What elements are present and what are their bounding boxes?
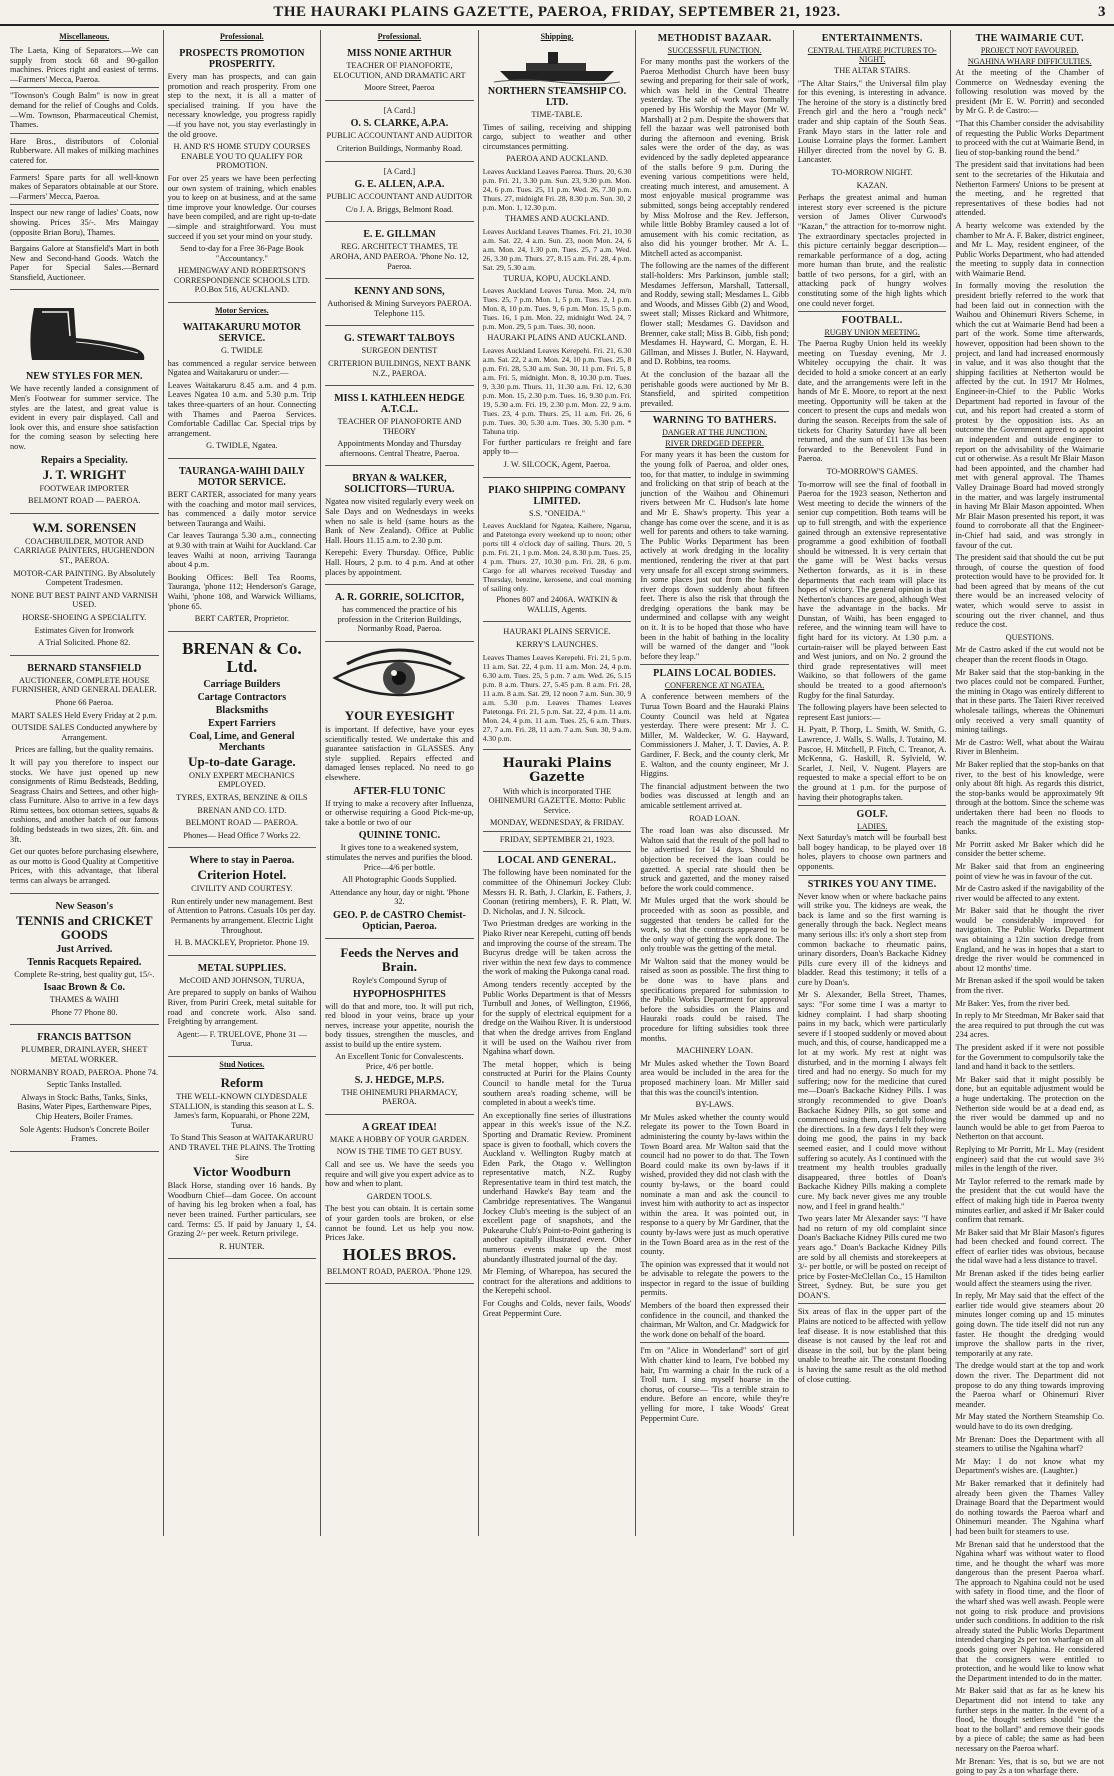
gillman-card	[325, 225, 474, 279]
sorensen-sub: COACHBUILDER, MOTOR AND CARRIAGE PAINTERS, HUGHENDON ST., PAEROA.	[14, 536, 155, 565]
column-6	[794, 30, 952, 1536]
altar-heading: THE ALTAR STAIRS.	[834, 66, 911, 75]
estimates-line: Estimates Given for Ironwork	[34, 625, 134, 635]
cut-para: Mr Baker said that it might possibly be done, but an equitable adjustment would be a huge undertaking. The protection on the Netherton side would be at a dead end, as the river would be dammed up and no launch would be able to get from Paeroa to Netherton on that account.	[955, 1074, 1105, 1142]
stud-ads	[168, 1072, 317, 1259]
football-heading: FOOTBALL.	[841, 315, 903, 327]
boots-text: We have recently landed a consignment of Men's Footwear for summer service. The styles are the latest, and great value is evident in every pair displayed. Call and look over this, and ensure shoe satisfaction for the coming season by selecting here now.	[10, 384, 159, 452]
cut-para: Mr de Castro asked if the navigability of the river would be affected to any extent.	[955, 884, 1105, 903]
column-2	[164, 30, 322, 1536]
cut-para: Mr Brenan asked if the tides being earlier would affect the steamers using the river.	[955, 1269, 1105, 1288]
cut-para: Mr Baker said that from an engineering point of view he was in favour of the cut.	[955, 861, 1105, 881]
hedge-addr: Appointments Monday and Thursday afternoons. Central Theatre, Paeroa.	[337, 439, 462, 458]
brenan-item: Expert Farriers	[208, 717, 276, 729]
mart-sales: MART SALES Held Every Friday at 2 p.m.	[11, 710, 158, 720]
talboys-name: G. STEWART TALBOYS	[344, 333, 455, 345]
kenny-text: Authorised & Mining Surveyors PAEROA. Telephone 115.	[327, 299, 472, 318]
hedge-card	[325, 389, 474, 466]
column-1	[6, 30, 164, 1536]
local-para: The metal hopper, which is being constructed at Puriri for the Plains County Council to handle metal for the Turua southern area's roading scheme, will be completed in about a week's time.	[482, 1059, 632, 1108]
mccoid-name: McCOID AND JOHNSON, TURUA,	[179, 975, 305, 985]
golf-text: Next Saturday's match will be fourball best ball bogey handicap, to be played over 18 holes, players to choose own partners and opponents.	[797, 833, 947, 871]
gazette-days: MONDAY, WEDNESDAY, & FRIDAY.	[490, 818, 625, 828]
warning-subheading: DANGER AT THE JUNCTION.	[662, 428, 768, 438]
cut-heading: THE WAIMARIE CUT.	[975, 33, 1084, 44]
ladies-subheading: LADIES.	[856, 822, 888, 832]
column-3	[321, 30, 479, 1536]
battson-name: FRANCIS BATTSON	[37, 1032, 132, 1044]
cut-para: Mr Brenan: Yes, that is so, but we are not going to pay 2s a ton wharfage there.	[955, 1756, 1105, 1776]
battson-ad	[10, 1028, 159, 1151]
cut-para: Replying to Mr Porritt, Mr L. May (resident engineer) said that the cut would save 3½ miles in the length of the river.	[955, 1144, 1105, 1174]
timetable-text: Times of sailing, receiving and shipping cargo, subject to weather and other circumstances permitting.	[482, 122, 632, 151]
kerry-ad	[483, 625, 632, 749]
hypo-text: will do that and more, too. It will put rich, red blood in your veins, brace up your nerves, increase your appetite, nourish the body tissues, strengthen the muscles, and assist to build up the entire system.	[325, 1001, 474, 1049]
section-heading: Stud Notices.	[219, 1060, 265, 1069]
steamship-icon	[492, 49, 622, 83]
nonebut-line: NONE BUT BEST PAINT AND VARNISH USED.	[10, 590, 158, 610]
gazette-name: Hauraki Plains Gazette	[502, 755, 612, 785]
section-heading: Professional.	[220, 32, 264, 41]
cut-para: In reply to Mr Steedman, Mr Baker said that the area required to put through the cut was 234 acres.	[955, 1011, 1105, 1040]
clarke-card	[325, 104, 474, 162]
central-subheading: CENTRAL THEATRE PICTURES TO-NIGHT.	[807, 46, 937, 64]
twidle-name: G. TWIDLE	[220, 346, 263, 356]
local-para: An exceptionally fine series of illustrations appear in this week's issue of the N.Z. Sporting and Dramatic Review. Prominent space is given to football, which covers the Auckland v. Wellington Rugby match at Eden Park, the Otago v. Wellington representative match, N.Z. Rugby Representative team in third test match, the underhand Hawke's Bay team and the Cambridge representatives. The Wanganui Jockey Club's meeting is the subject of an excellent page of snapshots, and the Pukearuhe Club's Point-to-Point gathering is another capitally illustrated event. Other numerous events make up the most abundantly illustrated journal of the day.	[482, 1110, 632, 1264]
gazette-text: With which is incorporated THE OHINEMURI GAZETTE. Motto: Public Service.	[488, 786, 626, 815]
talboys-addr: CRITERION BUILDINGS, NEXT BANK N.Z., PAEROA.	[328, 358, 471, 378]
bazaar-subheading: SUCCESSFUL FUNCTION.	[667, 46, 762, 55]
bazaar-heading: METHODIST BAZAAR.	[657, 33, 772, 44]
ad-text: Inspect our new range of ladies' Coats, now showing. Prices 35/-. Mrs Maingay (opposite Brian Boru), Thames.	[10, 208, 159, 237]
cut-para: A hearty welcome was extended by the chamber to Mr A. F. Baker, district engineer, and Mr L. May, resident engineer, of the Public Works Department, who had attended the meeting to supply data in connection with Waimarie Bend.	[955, 220, 1105, 278]
kazan-heading: KAZAN.	[856, 180, 888, 190]
home-study-text: For over 25 years we have been perfecting our own system of training, which enables you to keep on at business, and at the same time improve your knowledge. Our courses have been compiled, and are right up-to-date—simple and straightforward. You must succeed if you set your mind on your study.	[167, 173, 317, 241]
allen-addr: C/o J. A. Briggs, Belmont Road.	[345, 204, 454, 214]
local-para: Mr Fleming, of Wharepoa, has secured the contract for the alterations and additions to the Kerepehi school.	[482, 1267, 632, 1296]
booking-text: Booking Offices: Bell Tea Rooms, Tauranga, 'phone 112; Henderson's Garage, Waihi, 'phone 108, and Warwick Williams, 'phone 65.	[167, 572, 317, 611]
woodburn-name: Victor Woodburn	[193, 1164, 291, 1180]
expert-line: ONLY EXPERT MECHANICS EMPLOYED.	[189, 770, 295, 790]
clarke-text: PUBLIC ACCOUNTANT AND AUDITOR	[326, 131, 473, 141]
reform-heading: Reform	[220, 1075, 264, 1090]
stansfield-ad	[10, 659, 159, 894]
tauranga-ad	[168, 462, 317, 632]
royle-line: Royle's Compound Syrup of	[352, 975, 447, 985]
gillman-text: REG. ARCHITECT THAMES, TE AROHA, AND PAEROA. 'Phone No. 12, Paeroa.	[330, 242, 469, 271]
kazan-text: Perhaps the greatest animal and human interest story ever screened is the picture version of James Oliver Curwood's "Kazan," the attraction for to-morrow night. The extraordinary spectacles projected in this picture certainly beggar description—remarkable performance of a dog, acting more human than brute, and the realistic battle of two persons, for a girl, with an attacking pack of hungry wolves constituting some of the high lights which one could never forget.	[797, 193, 947, 308]
cut-para: Mr de Castro: Well, what about the Wairau River in Blenheim.	[955, 737, 1105, 757]
tennis-line-3: Just Arrived.	[56, 943, 113, 955]
prospects-heading: PROSPECTS PROMOTION PROSPERITY.	[179, 48, 305, 70]
misc-ads	[10, 44, 159, 290]
tennis-line-1: New Season's	[55, 900, 114, 912]
holes-addr: BELMONT ROAD, PAEROA. 'Phone 129.	[326, 1266, 472, 1276]
where-heading: Where to stay in Paeroa.	[189, 855, 295, 867]
local-para: Among tenders recently accepted by the Public Works Department is that of Messrs Turnbull and Jones, of Wellington, £1966, for the supply of electrical equipment for a dredge on the Waihou River. It is understood that when the dredge arrives from England it will be used on the Waihou river from Ngahina wharf down.	[482, 980, 632, 1057]
brenan-item: Cartage Contractors	[197, 691, 287, 703]
plains-para: The opinion was expressed that it would not be advisable to relegate the powers to the inspector in regard to the issue of building permits.	[640, 1259, 789, 1298]
sorensen-name: W.M. SORENSEN	[32, 519, 137, 535]
altar-text: "The Altar Stairs," the Universal film play for this evening, is interesting in advance. The heroine of the story is a distinctly bred French girl and the hero a "rough neck" trader and ship captain of the South Seas. Frank Mayo stars in the latter role and Louise Lorraine plays the former. Lambert Hillyer directed from the novel by G. B. Lancaster.	[797, 78, 947, 165]
brenan-co: BRENAN AND CO. LTD.	[197, 805, 287, 815]
section-heading: Motor Services.	[215, 306, 269, 316]
clarke-name: O. S. CLARKE, A.P.A.	[350, 118, 449, 130]
kerry-times: Leaves Thames Leaves Kerepehi. Fri. 21, 5 p.m. 11 a.m. Sat. 22, 4 p.m. 11 a.m. Mon. 24, 4 p.m. 6.30 a.m. Tues. 25, 5 p.m. 7 a.m. Wed. 26, 5.15 p.m. 8 a.m. Thurs. 27, 5.45 p.m. 8 a.m. Fri. 28, 11 a.m. 8 a.m. Sat. 29, 12 noon 7 a.m. Sun. 30, 9 a.m. 5.30 p.m. Leaves Thames Leaves Patetonga. Fri. 21, 5 p.m. Sat. 22, 4 p.m. 11 a.m. Mon. 24, 4 p.m. 11 a.m. Tues. 25, 6 a.m. Thurs. 27, 7 a.m. Fri. 28, 11 a.m. 7 a.m. Sun. 30, 9 a.m. 4.30 p.m.	[482, 652, 632, 743]
cut-para: Mr Baker said that he thought the river would be considerably improved for navigation. The Public Works Department was obtaining a 12in suction dredge from England, and he was in hopes that a start to dredge the river would be commenced in about 12 months' time.	[955, 906, 1105, 973]
ad-text: The Laeta, King of Separators.—We can supply from stock 68 and 90-gallon machines. Prices right and easiest of terms.—Farmers' Mecca, Paeroa.	[10, 46, 159, 84]
piako-heading: PIAKO SHIPPING COMPANY LIMITED.	[488, 484, 626, 507]
paeroa-auck-times: Leaves Auckland Leaves Paeroa. Thurs. 20, 6.30 p.m. Fri. 21, 3.30 p.m. Sun. 23, 9.30 p.m. Mon. 24, 6 p.m. Tues. 25, 11 p.m. Wed. 26, 7.30 p.m. Thurs. 27, midnight Fri. 28, 8.30 p.m. Sun. 30, 2 p.m. Mon. 1, 12.30 p.m.	[482, 166, 632, 212]
send-line: Send to-day for a Free 36-Page Book "Accountancy."	[180, 244, 304, 263]
prices-line: Prices are falling, but the quality remains.	[14, 745, 154, 755]
criterion-text: Run entirely under new management. Best of Attention to Patrons. Casuals 10s per day. Permanents by arrangement. Electric Light Throughout.	[168, 896, 316, 935]
gazette-masthead	[483, 753, 632, 853]
hypo-heading: HYPOPHOSPHITES	[353, 988, 446, 1000]
column-7	[951, 30, 1108, 1776]
oneida-line: S.S. "ONEIDA."	[528, 508, 586, 518]
brenan-name: BRENAN & Co. Ltd.	[182, 638, 302, 676]
alexander-text-2: Two years later Mr Alexander says: "I have had no return of my old complaint since Doan's Backache Kidney Pills cured me two years ago." Doan's Backache Kidney Pills are sold by all chemists and storekeepers at 3/- per bottle, or will be posted on receipt of price by Foster-McClellan Co., 15 Hamilton Street, Sydney. But, be sure you get DOAN'S.	[797, 1214, 947, 1300]
carter-times: Car leaves Tauranga 5.30 a.m., connecting at 9.30 with train at Waihi for Auckland. Car leaves Waihi at noon, arriving Tauranga about 4 p.m.	[167, 531, 317, 570]
turua-kopu-times: Leaves Auckland Leaves Turua. Mon. 24, m/n Tues. 25, 7 p.m. Mon. 1, 5 p.m. Tues. 2, 1 p.m. Mon. 8, 10 p.m. Tues. 9, 6 p.m. Mon. 15, 5 p.m. Tues. 16, 1 p.m. Mon. 22, midnight Wed. 24, 7 p.m. Mon. 29, 5 p.m. Tues. 30, noon.	[482, 286, 632, 332]
dredge-subheading: RIVER DREDGED DEEPER.	[665, 439, 764, 449]
decastro-name: GEO. P. de CASTRO Chemist-Optician, Paeroa.	[332, 909, 466, 932]
twidle-sign: G. TWIDLE, Ngatea.	[206, 441, 278, 451]
bryan-card	[325, 469, 474, 585]
cut-para: At the meeting of the Chamber of Commerce on Wednesday evening the following resolution was moved by the president (Mr E. W. Porritt) and seconded by Mr G. P. de Castro:—	[955, 68, 1105, 116]
plains-para: The financial adjustment between the two bodies was discussed at length and an amicable settlement arrived at.	[640, 781, 789, 810]
piako-text: Leaves Auckland for Ngatea, Kaihere, Ngarua, and Patetonga every weekend up to noon; other ports till 4 o'clock day of sailing. Thurs. 20, 5 p.m. Fri. 21, 1 p.m. Mon. 24, 8.30 p.m. Tues. 25, 4 p.m. Thurs. 27, 10.30 p.m. Fri. 28, 6 p.m. Cargo for all wharves received Tuesday and Thursday, benzine, kerosene, and coal morning of sailing only.	[482, 521, 632, 594]
cut-para: Mr Baker replied that the stop-banks on that river, to the best of his knowledge, were only about 8ft high. As regards this district, the stop-banks would be approximately 9ft through at the bottom. Since the scheme was undertaken there had been no floods to reach the magnitude of the existing stop-banks.	[955, 759, 1105, 837]
photo-line: All Photographic Goods Supplied.	[342, 875, 457, 885]
arthur-text: TEACHER OF PIANOFORTE, ELOCUTION, AND DRAMATIC ART	[333, 61, 466, 80]
cut-para: Mr Porritt asked Mr Baker which did he consider the better scheme.	[955, 839, 1105, 859]
local-para: The following have been nominated for the committee of the Ohinemuri Jockey Club: Messrs H. R. Bath, J. Clarkin, E. Fathers, J. Coonan (retiring members), F. R. Platt, W. D. Nicholas, and J. N. Silcock.	[482, 868, 632, 916]
septic-line: Septic Tanks Installed.	[46, 1080, 122, 1090]
silcock-line: J. W. SILCOCK, Agent, Paeroa.	[503, 459, 611, 469]
cut-para: Mr May: I do not know what my Department's wishes are. (Laughter.)	[955, 1456, 1105, 1476]
wright-sub: FOOTWEAR IMPORTER	[39, 483, 130, 493]
carter-sign: BERT CARTER, Proprietor.	[194, 614, 289, 624]
paeroa-auck-heading: PAEROA AND AUCKLAND.	[506, 154, 608, 164]
masthead	[0, 0, 1114, 26]
carter-text: BERT CARTER, associated for many years with the coaching and motor mail services, has commenced a daily motor service between Tauranga and Waihi.	[167, 490, 317, 528]
tyres-line: TYRES, EXTRAS, BENZINE & OILS	[176, 792, 308, 802]
hemingway-ad	[168, 44, 317, 303]
eyesight-text: is important. If defective, have your eyes scientifically tested. We undertake this and guarantee satisfaction in GLASSES. Any style supplied. Repairs effected and damaged lenses replaced. No need to go elsewhere.	[325, 725, 474, 782]
stansfield-phone: Phone 66 Paeroa.	[55, 697, 114, 707]
thames-auck-heading: THAMES AND AUCKLAND.	[505, 213, 609, 223]
cut-para: The president said that invitations had been sent to the secretaries of the Hikutaia and Netherton Farmers' Unions to be present at the meeting, and he regretted that representatives of these bodies had not attended.	[955, 160, 1105, 218]
trial-line: A Trial Solicited. Phone 82.	[38, 638, 131, 648]
stansfield-name: BERNARD STANSFIELD	[27, 662, 142, 674]
cut-para: "That this Chamber consider the advisability of requesting the Public Works Department to proceed with the cut at Waimarie Bend, in lieu of stop-banking round the bend."	[955, 118, 1105, 157]
tomorrow-heading: TO-MORROW NIGHT.	[831, 167, 913, 177]
home-study-heading: H. AND R'S HOME STUDY COURSES ENABLE YOU TO QUALIFY FOR PROMOTION.	[173, 142, 311, 171]
repairs-line: Repairs a Speciality.	[40, 454, 128, 466]
quinine-heading: QUININE TONIC.	[358, 830, 441, 842]
local-para: Two Priestman dredges are working in the Piako River near Kerepehi, cutting off bends and improving the course of the stream. The Bucyrus dredge will be taken across the river within the next few days to commence the work of making the Pukonga canal road.	[482, 919, 632, 977]
brenan-phones: Phones— Head Office 7 Works 22.	[183, 830, 301, 840]
cut-para: Mr Baker said that as far as he knew his Department did not intend to take any further steps in the matter. In the event of a flood, he thought settlers should "tie the boat to the bollard" and remove their goods by a piece of cable; the same as had been necessary on the Paeroa wharf.	[955, 1686, 1105, 1753]
mackley-line: H. B. MACKLEY, Proprietor. Phone 19.	[174, 938, 310, 948]
hedge-mps: S. J. HEDGE, M.P.S.	[354, 1074, 445, 1086]
gorrie-card	[325, 588, 474, 642]
cut-subheading-2: NGAHINA WHARF DIFFICULTIES.	[967, 57, 1092, 66]
talboys-text: SURGEON DENTIST	[361, 346, 438, 356]
cut-para: Mr Baker said that Mr Blair Mason's figures had been checked and found correct. The effect of earlier tides was obvious, because the tidal wave had a less distance to travel.	[955, 1227, 1105, 1266]
cut-subhead: QUESTIONS.	[1005, 632, 1054, 642]
bazaar-para: For many months past the workers of the Paeroa Methodist Church have been busy sewing and preparing for their sale of work, which was held in the Central Theatre yesterday. The sale of work was formally opened by His Worship the Mayor (Mr W. Marshall) at 2 p.m. Despite the showers that fell the bazaar was well patronised both during the afternoon and evening. Brisk sales were the order of the day, as was evidenced by the sadly depleted appearance of the stalls before 9 p.m. During the evening various competitions were held, creating much interest, and amusement. A most enjoyable musical programme was submitted, songs being acceptably rendered by Miss Molrose and the Rev. Jefferson, while little Bobby Bramley caused a lot of amusement with his comic recitation, as also did his younger brother. Mr A. L. Mitchell acted as accompanist.	[640, 57, 789, 258]
brenan-addr: BELMONT ROAD — PAEROA.	[185, 818, 299, 828]
kenny-name: KENNY AND SONS,	[354, 286, 445, 298]
tools-heading: GARDEN TOOLS.	[366, 1191, 433, 1201]
cut-para: The president asked if it were not possible for the Government to compulsorily take the land and hand it back to the settlers.	[955, 1043, 1105, 1072]
plains-subhead: MACHINERY LOAN.	[676, 1046, 753, 1056]
civility-line: CIVILITY AND COURTESY.	[191, 884, 293, 894]
holes-ad	[325, 1118, 474, 1285]
decastro-ad	[325, 645, 474, 939]
mccoid-text: Are prepared to supply on banks of Waihou River, from Puriri Creek, metal suitable for road and concrete work. Also sand. Freighting by arrangement.	[167, 988, 317, 1027]
hobby-line: MAKE A HOBBY OF YOUR GARDEN.	[329, 1134, 469, 1144]
restring-line: Complete Re-string, best quality gut, 15/-.	[14, 969, 155, 979]
arthur-name: MISS NONIE ARTHUR	[347, 48, 452, 59]
piako-ad	[483, 481, 632, 623]
further-line: For further particulars re freight and fare apply to—	[482, 437, 632, 457]
column-4	[479, 30, 637, 1536]
cut-para: The dredge would start at the top and work down the river. The Department did not propose to do any thing towards improving the Paeroa wharf or Ohinemuri River meander.	[955, 1361, 1105, 1409]
talboys-card	[325, 329, 474, 386]
truelove-line: Agent:— F. TRUELOVE, Phone 31 — Turua.	[176, 1029, 308, 1049]
wright-addr: BELMONT ROAD — PAEROA.	[28, 496, 141, 506]
warning-heading: WARNING TO BATHERS.	[652, 415, 777, 427]
column-5	[636, 30, 794, 1536]
columns	[6, 30, 1108, 1776]
section-heading: Professional.	[377, 32, 422, 41]
local-para: For Coughs and Colds, never fails, Woods' Great Peppermint Cure.	[482, 1299, 632, 1318]
plains-para: Mr Mules asked whether the Town Board area would be included in the area for the proposed machinery loan. Mr Miller said that this was the council's intention.	[640, 1058, 789, 1097]
tennis-ad	[10, 897, 159, 1026]
timetable-heading: TIME-TABLE.	[531, 110, 583, 119]
criterion-ad	[168, 851, 317, 956]
tauranga-heading: TAURANGA-WAIHI DAILY MOTOR SERVICE.	[178, 466, 305, 488]
hedge-text: TEACHER OF PIANOFORTE AND THEORY	[337, 417, 462, 436]
kenny-card	[325, 282, 474, 326]
isaac-phone: Phone 77 Phone 80.	[51, 1007, 118, 1017]
holes-name: HOLES BROS.	[342, 1244, 457, 1264]
woodburn-heading: To Stand This Season at WAITAKARURU AND TRAVEL THE PLAINS. The Trotting Sire	[168, 1133, 315, 1162]
allen-name: G. E. ALLEN, A.P.A.	[354, 179, 445, 191]
always-line: Always in Stock: Baths, Tanks, Sinks, Basins, Water Pipes, Earthenware Pipes, Chip Heaters, Boiler Frames.	[17, 1092, 152, 1121]
players-intro: The following players have been selected to represent East juniors:—	[797, 703, 947, 722]
afterflu-text: If trying to make a recovery after Influenza, or otherwise requiring a Good Pick-me-up, take a bottle or two of our	[325, 798, 474, 827]
waitakaruru-ad	[168, 318, 317, 459]
woodburn-text: Black Horse, standing over 16 hands. By Woodburn Chief—dam Gocee. On account of having his leg broken when a foal, has never been trained. Further particulars, see card. Terms: £5. If paid by January 1, £4. Grazing 2/- per week. Return privilege.	[167, 1181, 317, 1239]
plains-para: Mr Mules urged that the work should be proceeded with as soon as possible, and suggested that tenders be called for the work, so that the contracts appeared to be the only way of getting the work done. The only trouble was the getting of the metal.	[640, 896, 789, 954]
cut-para: Mr de Castro asked if the cut would not be cheaper than the recent floods in Otago.	[955, 645, 1105, 665]
cut-para: In formally moving the resolution the president briefly referred to the work that had been laid out in connection with the Waihou and Ohinemuri Rivers Scheme, in which the cut at Waimarie Bend had been a part of the work. Some time afterwards, however, opposition had been shown to the project, and land had increased enormously in value, and it was also thought that the shipping facilities at Netherton would be affected by the cut. In 1917 Mr Holmes, Engineer-in-Chief to the Public Works Department had reported in favour of the cut, and his report had created a storm of protest by the opposition ists. As an outcome the Government agreed to appoint an independent and outside engineer to report on the advisability of the Waimarie cut or otherwise. As a result Mr Blair Mason had been appointed, and the chamber had met with general approval. The Thames Valley Drainage Board had moved strongly in the matter, and was largely instrumental in having Mr Blair Mason appointed. When Mr Blair Mason presented his report, it was found to corroborate all that the Engineer-in-Chief had said, and was strongly in favour of the cut.	[955, 281, 1105, 550]
outside-sales: OUTSIDE SALES Conducted anywhere by Arrangement.	[11, 723, 158, 742]
afterflu-heading: AFTER-FLU TONIC	[353, 785, 446, 797]
strikes-text: Never know when or where backache pains will strike you. The kidneys are weak, the back is lame and so the first warning is generally through the back. Neglect means many serious ills: it's only a short step from common backache to rheumatic pains, urinary disorders, Doan's Backache Kidney Pills cure every ill of the kidneys and bladder. Read this testimony; it tells of a cure by Doan's.	[797, 891, 947, 987]
boots-title: NEW STYLES FOR MEN.	[26, 371, 143, 383]
kerry-heading: KERRY'S LAUNCHES.	[515, 639, 599, 649]
criterion-name: Criterion Hotel.	[197, 867, 287, 883]
alice-verse: I'm on "Alice in Wonderland" sort of girl With chatter kind to learn, I've bobbed my hair, I'm warming a chair In the ruck of a Troll turn. I sing myself hoarse in the chorus, of course— 'Tis a terrible strain to endure. Before an encore, while they're yelling for more, I take Woods' Great Peppermint Cure.	[640, 1346, 789, 1423]
allen-text: PUBLIC ACCOUNTANT AND AUDITOR	[326, 192, 473, 202]
quinine-text: It gives tone to a weakened system, stimulates the nerves and purifies the blood. Price—4/6 per bottle.	[326, 843, 473, 872]
ad-text: Bargains Galore at Stansfield's Mart in both New and Second-hand Goods. Watch the Paper for Special Sales.—Bernard Stansfield, Auctioneer.	[10, 244, 159, 282]
brenan-ad	[168, 635, 317, 849]
bazaar-para: At the conclusion of the bazaar all the perishable goods were auctioned by Mr B. Stansfield, and spirited competition prevailed.	[640, 370, 789, 408]
bryan-name: BRYAN & WALKER, SOLICITORS—TURUA.	[344, 473, 455, 496]
great-heading: A GREAT IDEA!	[362, 1121, 437, 1133]
pharmacy-line: THE OHINEMURI PHARMACY, PAEROA.	[341, 1087, 458, 1107]
plains-para: Mr Mules asked whether the county would relegate its power to the Town Board in administering the county by-laws within the Town Board area. Mr Walton said that the council had no power to do that. The Town Board could make its own by-laws if it wished, provided they did not clash with the county by-laws, or the board could nominate a man and ask the council to invest him with authority to act as inspector within the area. It was pointed out, in response to a query by Mr Gardiner, that the county by-laws were just as much operative in the Town Board area as in the rest of the county.	[640, 1112, 789, 1257]
plains-heading: PLAINS LOCAL BODIES.	[653, 668, 777, 680]
motorcar-line: MOTOR-CAR PAINTING. By Absolutely Competent Tradesmen.	[13, 568, 156, 588]
flax-text: Six areas of flax in the upper part of the Plains are noticed to be affected with yellow leaf disease. It is now established that this disease is not caused by the leaf rot and disease in the soil, but by the plant being unable to breathe air. The constant flooding is having the same result as the old method of close cutting.	[797, 1307, 947, 1384]
excellent-line: An Excellent Tonic for Convalescents. Price, 4/6 per bottle.	[335, 1052, 464, 1072]
waitakaruru-heading: WAITAKARURU MOTOR SERVICE.	[182, 322, 301, 345]
battson-addr: NORMANBY ROAD, PAEROA. Phone 74.	[10, 1067, 159, 1077]
wright-name: J. T. WRIGHT	[42, 466, 126, 482]
reform-text: THE WELL-KNOWN CLYDESDALE STALLION, is standing this season at L. S. James's farm, Kopuarahi, or Phone 22M, Turua.	[169, 1092, 314, 1130]
warning-para: For many years it has been the custom for the young folk of Paeroa, and older ones, too, for that matter, to indulge in swimming and frolicking on that strip of beach at the junction of the Waihou and Ohinemuri rivers between Mr C. Hudson's late home and Mr E. Shaw's property. This year a change has come over the scene, and it is as well for parents and others to take warning. The Public Works Department has been actively at work dredging in the locality mentioned, rendering the river at that part very unsafe for all except strong swimmers. In some places just out from the bank the river drops down suddenly about fifteen feet. There is also the risk that through the dredging operations the bank may be undermined and collapse with any weight on it. It is to be hoped that those who have been in the habit of bathing in the locality will be warned of the danger and "look before they leap."	[640, 450, 789, 661]
bryan-text-2: Kerepehi: Every Thursday. Office, Public Hall. Hours, 2 p.m. to 4 p.m. And at other places by appointment.	[325, 548, 474, 577]
card-label: [A Card.]	[383, 105, 416, 115]
plains-para: Mr Walton said that the money would be raised as soon as possible. The first thing to be done was to have plans and specifications prepared for submission to the Public Works Department for approval before the subsidies on the Plains and Hauraki roads could be raised. The procedure for lifting subsidies took three months.	[640, 956, 789, 1043]
eye-icon	[329, 650, 469, 706]
ad-text: Farmers! Spare parts for all well-known makes of Separators obtainable at our Store.—Farmers' Mecca, Paeroa.	[10, 172, 159, 201]
stansfield-text: It will pay you therefore to inspect our stocks. We have just opened up new consignments of Rimu Bedsteads, Bedding, Seagrass Chairs and Settees, and other high-class Furniture. Also to arrive in a few days Rimu settees, box ottoman settees, squabs & cushions, and another batch of our famous folding bedsteads in two sizes, 2ft. 6in. and 3ft.	[10, 757, 159, 844]
hauraki-auck-heading: HAURAKI PLAINS AND AUCKLAND.	[487, 333, 627, 343]
alexander-text: Mr S. Alexander, Bella Street, Thames, says: "For some time I was a martyr to kidney complaint. I had sharp shooting pains in my back, which were particularly severe if I stooped suddenly or moved about much, and this, of course, handicapped me a lot at my work. My rest at night was disturbed, and in the morning I always felt tired and had no energy. So much for my suffering; now for the medicine that cured me—Doan's Backache Kidney Pills. I was strongly recommended to give Doan's Backache Kidney Pills, so got some and commenced using them, carefully following the directions. In a few days I felt they were doing me good, the pains in my back seemed easier, and I could move without suffering so acutely. As I continued with the treatment my health troubles gradually disappeared, three bottles of Doan's Backache Kidney Pills making a complete cure. My back never gives me any trouble now, and I feel in grand health."	[797, 990, 947, 1211]
isaac-name: Isaac Brown & Co.	[43, 982, 126, 994]
arthur-card	[325, 44, 474, 101]
cut-para: Mr Brenan said that he understood that the Ngahina wharf was without water to flood time, and he thought the wharf was more dangerous than the present Paeroa wharf. The approach to Ngahina could not be used with safety in flood time, and the floor of the wharf shed was well awash. People were not going to risk produce and provisions under such conditions. In addition to the risk already stated the Public Works Department intended charging 2s per ton wharfage on all goods going over Ngahina. He considered that the consigners were entitled to protection, and he would like to know what the Department intended to do in the matter.	[955, 1539, 1105, 1683]
local-heading: LOCAL AND GENERAL.	[497, 855, 617, 867]
tools-text: The best you can obtain. It is certain some of your garden tools are broken, or else cannot be found. Let us help you now. Prices Jake.	[325, 1204, 474, 1243]
feeds-heading: Feeds the Nerves and Brain.	[340, 944, 459, 974]
nowtime-line: NOW IS THE TIME TO GET BUSY.	[336, 1147, 463, 1157]
gorrie-text: has commenced the practice of his profession in the Criterion Buildings, Normanby Road, Paeroa.	[337, 605, 462, 634]
cut-para: Mr Baker: Yes, from the river bed.	[955, 998, 1070, 1008]
cut-para: Mr Baker said that the stop-banking in the two places could not be compared. Further, the mining in Otago was entirely different to that in these parts. The Taieri River received wholesale tailings, whereas the Ohinemuri only received a very small quantity of mining tailings.	[955, 667, 1105, 735]
racquets-line: Tennis Racquets Repaired.	[27, 956, 142, 968]
attendance-line: Attendance any hour, day or night. 'Phone 32.	[329, 887, 470, 907]
plains-subheading: CONFERENCE AT NGATEA.	[664, 681, 765, 691]
ad-text: Hare Bros., distributors of Colonial Rubberware. All makes of milking machines catered for.	[10, 136, 159, 165]
northern-steamship-ad	[483, 44, 632, 478]
eyesight-heading: YOUR EYESIGHT	[344, 708, 455, 723]
stansfield-text-2: Get our quotes before purchasing elsewhere, as our motto is Good Quality at Competitive Prices, with this advantage, that liberal terms can always be arranged.	[10, 847, 159, 886]
cut-para: Mr Taylor referred to the remark made by the president that the cut would have the effect of making high tide in Paeroa twenty minutes earlier, and asked if Mr Baker could confirm that remark.	[955, 1176, 1105, 1225]
brenan-item: Blacksmiths	[215, 704, 268, 716]
plains-subhead: BY-LAWS.	[695, 1100, 734, 1110]
sole-line: Sole Agents: Hudson's Concrete Boiler Frames.	[19, 1124, 150, 1144]
ent-heading: ENTERTAINMENTS.	[821, 33, 923, 44]
gazette-date: FRIDAY, SEPTEMBER 21, 1923.	[499, 834, 615, 844]
plains-para: The road loan was also discussed. Mr Walton said that the result of the poll had to be advertised for 14 days. Should no objection be received the loan could be gazetted. A special rate should then be struck and gazetted, and the money raised before the work could commence.	[640, 826, 789, 893]
hedge-name: MISS I. KATHLEEN HEDGE A.T.C.L.	[334, 393, 465, 416]
turua-kopu-heading: TURUA, KOPU, AUCKLAND.	[503, 273, 611, 283]
brenan-item: Carriage Builders	[203, 678, 281, 690]
wright-ad	[10, 293, 159, 513]
twidle-times: Leaves Waitakaruru 8.45 a.m. and 4 p.m. Leaves Ngatea 10 a.m. and 5.30 p.m. Trip takes three-quarters of an hour. Connecting with Thames and Paeroa Services. Comfortable Cadillac Car. Special trips by arrangement.	[167, 380, 317, 438]
sorensen-ad	[10, 517, 159, 656]
isaac-addr: THAMES & WAIHI	[49, 995, 119, 1005]
masthead-title: THE HAURAKI PLAINS GAZETTE, PAEROA, FRIDAY, SEPTEMBER 21, 1923.	[273, 3, 841, 20]
stansfield-sub: AUCTIONEER, COMPLETE HOUSE FURNISHER, AND GENERAL DEALER.	[11, 675, 157, 695]
section-heading: Shipping.	[540, 32, 574, 41]
arthur-addr: Moore Street, Paeroa	[364, 83, 435, 93]
thames-auck-times: Leaves Auckland Leaves Thames. Fri. 21, 10.30 a.m. Sat. 22, 4 a.m. Sun. 23, noon Mon. 24, 6 a.m. Mon. 24, 1.30 p.m. Tues. 25, 7 a.m. Wed. 26, 3.30 p.m. Thurs. 27, 8.15 a.m. Fri. 28, 4 p.m. Sat. 29, 5.30 a.m.	[482, 226, 632, 272]
ad-text: "Townson's Cough Balm" is now in great demand for the relief of Coughs and Colds.—Wm. Townson, Pharmaceutical Chemist, Thames.	[10, 91, 159, 130]
cut-para: Mr Brenan asked if the spoil would be taken from the river.	[955, 976, 1105, 996]
battson-sub: PLUMBER, DRAINLAYER, SHEET METAL WORKER.	[21, 1045, 148, 1064]
brenan-item: Coal, Lime, and General Merchants	[189, 730, 295, 753]
watkin-line: Phones 807 and 2406A. WATKIN & WALLIS, Agents.	[496, 595, 618, 614]
games-heading: TO-MORROW'S GAMES.	[826, 466, 918, 476]
section-heading: Miscellaneous.	[59, 32, 110, 41]
players-text: H. Pyatt, P. Thorp, L. Smith, W. Smith, G. Lawrence, J. Walls, S. Walls, J. Tutaino, M. Pascoe, H. Mitchell, P. Fitch, C. Treanor, A. McKenna, G. Haskill, R. Sylvield, W. Scarlet, J. Neil, V. Nugent. Players are requested to make a special effort to be on the ground at 1 p.m. for the purpose of having their photographs taken.	[797, 725, 947, 802]
games-text: To-morrow will see the final of football in Paeroa for the 1923 season, Netherton and West meeting to decide the winners of the senior cup competition. Both teams will be up to full strength, and with the experience gained through an extensive representative programme a good exhibition of football should be witnessed. It is very certain that the game will be West backs versus Netherton forwards, as it is in these departments that each team will place its hopes of victory. The general opinion is that Netherton's chances are good, although West have the advantage in the backs. Mr Dunstan, of Waihi, has been engaged to referee, and the winning team will have to fight hard for its victory. At 1.30 p.m. a curtain-raiser will be played between East and West juniors, and on No. 2 ground the third grade representatives will meet Waikino, so that followers of the game should be treated to a good afternoon's Rugby for the final Saturday.	[797, 479, 947, 700]
cut-para: The president said that should the cut be put through, of course the question of food protection would have to be provided for. It had been agreed that by means of the cut there would be an increased velocity of water, which would serve to assist in scouring out the river channel, and thus reduce the cost.	[955, 553, 1105, 630]
clarke-addr: Criterion Buildings, Normanby Road.	[336, 143, 463, 153]
metal-heading: METAL SUPPLIES.	[197, 962, 286, 974]
holes-text: Call and see us. We have the seeds you require and will give you expert advice as to how and when to plant.	[325, 1160, 474, 1189]
card-label: [A Card.]	[383, 166, 416, 176]
rugby-text: The Paeroa Rugby Union held its weekly meeting on Tuesday evening, Mr J. Whiteley occupying the chair. It was decided to hold a smoke concert at an early date, and the arrangements were left in the hands of Mr E. Moore, to report at the next meeting. Opportunity will be taken at the concert to present the cups and medals won during the season. Receipts from the sale of tickets for Charity Saturday have all been returned, and the sum of £11 13s has been forwarded to the Benevolent Fund in Paeroa.	[797, 339, 947, 464]
boot-icon	[14, 298, 154, 368]
hauraki-auck-times: Leaves Auckland Leaves Kerepehi. Fri. 21, 6.30 a.m. Sat. 22, 2 a.m. Mon. 24, 10 p.m. Tues. 25, 8 p.m. Fri. 28, 5.30 a.m. Sun. 30, 11 p.m. Fri. 5, 8 a.m. Fri. 5, midnight. Mon. 8, 10.30 p.m. Tues. 9, 3.30 p.m. Thurs. 11, 11.30 a.m. Fri. 12, 6.30 p.m. Mon. 15, 2.30 p.m. Tues. 16, 9.30 p.m. Fri. 19, 5.30 a.m. Fri. 19, 2.30 p.m. Mon. 22, 9 a.m. Tues. 23, 4 p.m. Thurs. 25, 11 a.m. Fri. 26, 6 p.m. Tues. 30, 5.30 a.m. Tues. 30, 5.30 p.m. * Tahuna trip.	[482, 345, 632, 436]
strikes-heading: STRIKES YOU ANY TIME.	[807, 878, 937, 890]
prospects-text: Every man has prospects, and can gain promotion and reach prosperity. From one step to the next, it is all a matter of specialised training. If you have the necessary knowledge, you progress rapidly—if you have not, you stay everlastingly in the old groove.	[167, 72, 317, 139]
hedge-pharmacy-ad	[325, 942, 474, 1115]
plains-para: A conference between members of the Turua Town Board and the Hauraki Plains County Council was held at Ngatea yesterday. There were present: Mr J. C. Miller, M. Waldecker, W. G. Hayward, Commissioners J. Maher, J. T. Davies, A. P. Gardiner, F. Beck, and the county clerk, Mr E. Walton, and the county engineer, Mr J. Higgins.	[640, 692, 789, 779]
garage-heading: Up-to-date Garage.	[188, 753, 296, 769]
rugby-subheading: RUGBY UNION MEETING.	[824, 328, 920, 338]
hauraki-serv-heading: HAURAKI PLAINS SERVICE.	[503, 627, 611, 637]
golf-heading: GOLF.	[856, 809, 888, 821]
twidle-text: has commenced a regular service between Ngatea and Waitakaruru or under:—	[167, 358, 317, 378]
metal-ad	[168, 959, 317, 1057]
cut-para: In reply, Mr May said that the effect of the earlier tide would give steamers about 20 minutes longer coming up and 15 minutes going down. The tide itself did not run any faster. He thought the dredging would improve the shallow parts in the river, temporarily at any rate.	[955, 1291, 1105, 1358]
tennis-line-2: TENNIS and CRICKET GOODS	[16, 912, 153, 942]
bryan-text: Ngatea now visited regularly every week on Sale Days and on Wednesdays in weeks when no sale is held (same hours as the Bank of New Zealand). Office at Public Hall. Hours 11.15 a.m. to 2.30 p.m.	[325, 497, 474, 545]
hemingway-firm: HEMINGWAY AND ROBERTSON'S CORRESPONDENCE SCHOOLS LTD. P.O.Box 516, AUCKLAND.	[173, 266, 310, 295]
plains-para: Members of the board then expressed their confidence in the council, and thanked the chairman, Mr Walton, and Cr. Madgwick for the work done on behalf of the board.	[640, 1301, 789, 1339]
page-number: 3	[1098, 4, 1106, 20]
allen-card	[325, 165, 474, 223]
plains-subhead: ROAD LOAN.	[689, 813, 740, 823]
horseshoe-line: HORSE-SHOEING A SPECIALITY.	[22, 612, 147, 622]
gorrie-name: A. R. GORRIE, SOLICITOR,	[334, 592, 464, 604]
hunter-sign: R. HUNTER.	[219, 1241, 265, 1251]
cut-para: Mr May stated the Northern Steamship Co. would have to do its own dredging.	[955, 1412, 1105, 1431]
cut-para: Mr Baker remarked that it definitely had already been given the Thames Valley Drainage Board that the Department would do nothing towards the Paeroa wharf and Ohinemuri meander. The Ngahina wharf had been built for steamers to use.	[955, 1478, 1105, 1536]
gillman-name: E. E. GILLMAN	[363, 229, 436, 241]
cut-subheading: PROJECT NOT FAVOURED.	[980, 46, 1079, 55]
northern-heading: NORTHERN STEAMSHIP CO. LTD.	[487, 86, 627, 108]
cut-para: Mr Brenan: Does the Department with all steamers to utilise the Ngahina wharf?	[955, 1434, 1105, 1454]
bazaar-para: The following are the names of the different stall-holders: Mrs Parkinson, jumble stall; Mesdames Jefferson, Marshall, Tattersall, and Roddy, sewing stall; Mesdames L. Gibb and Woods, and Misses Gibb (2) and Wood, sweet stall; Misses Rickard and Whitmore, flower stall; Mesdames G. Davidson and Brenner, cake stall; Miss B. Gibb, fish pond; Mesdames H. Hayward, C. Morgan, E. H. Gillman, and Misses J. Butler, N. Hayward, and D. Robbins, tea rooms.	[640, 261, 789, 367]
